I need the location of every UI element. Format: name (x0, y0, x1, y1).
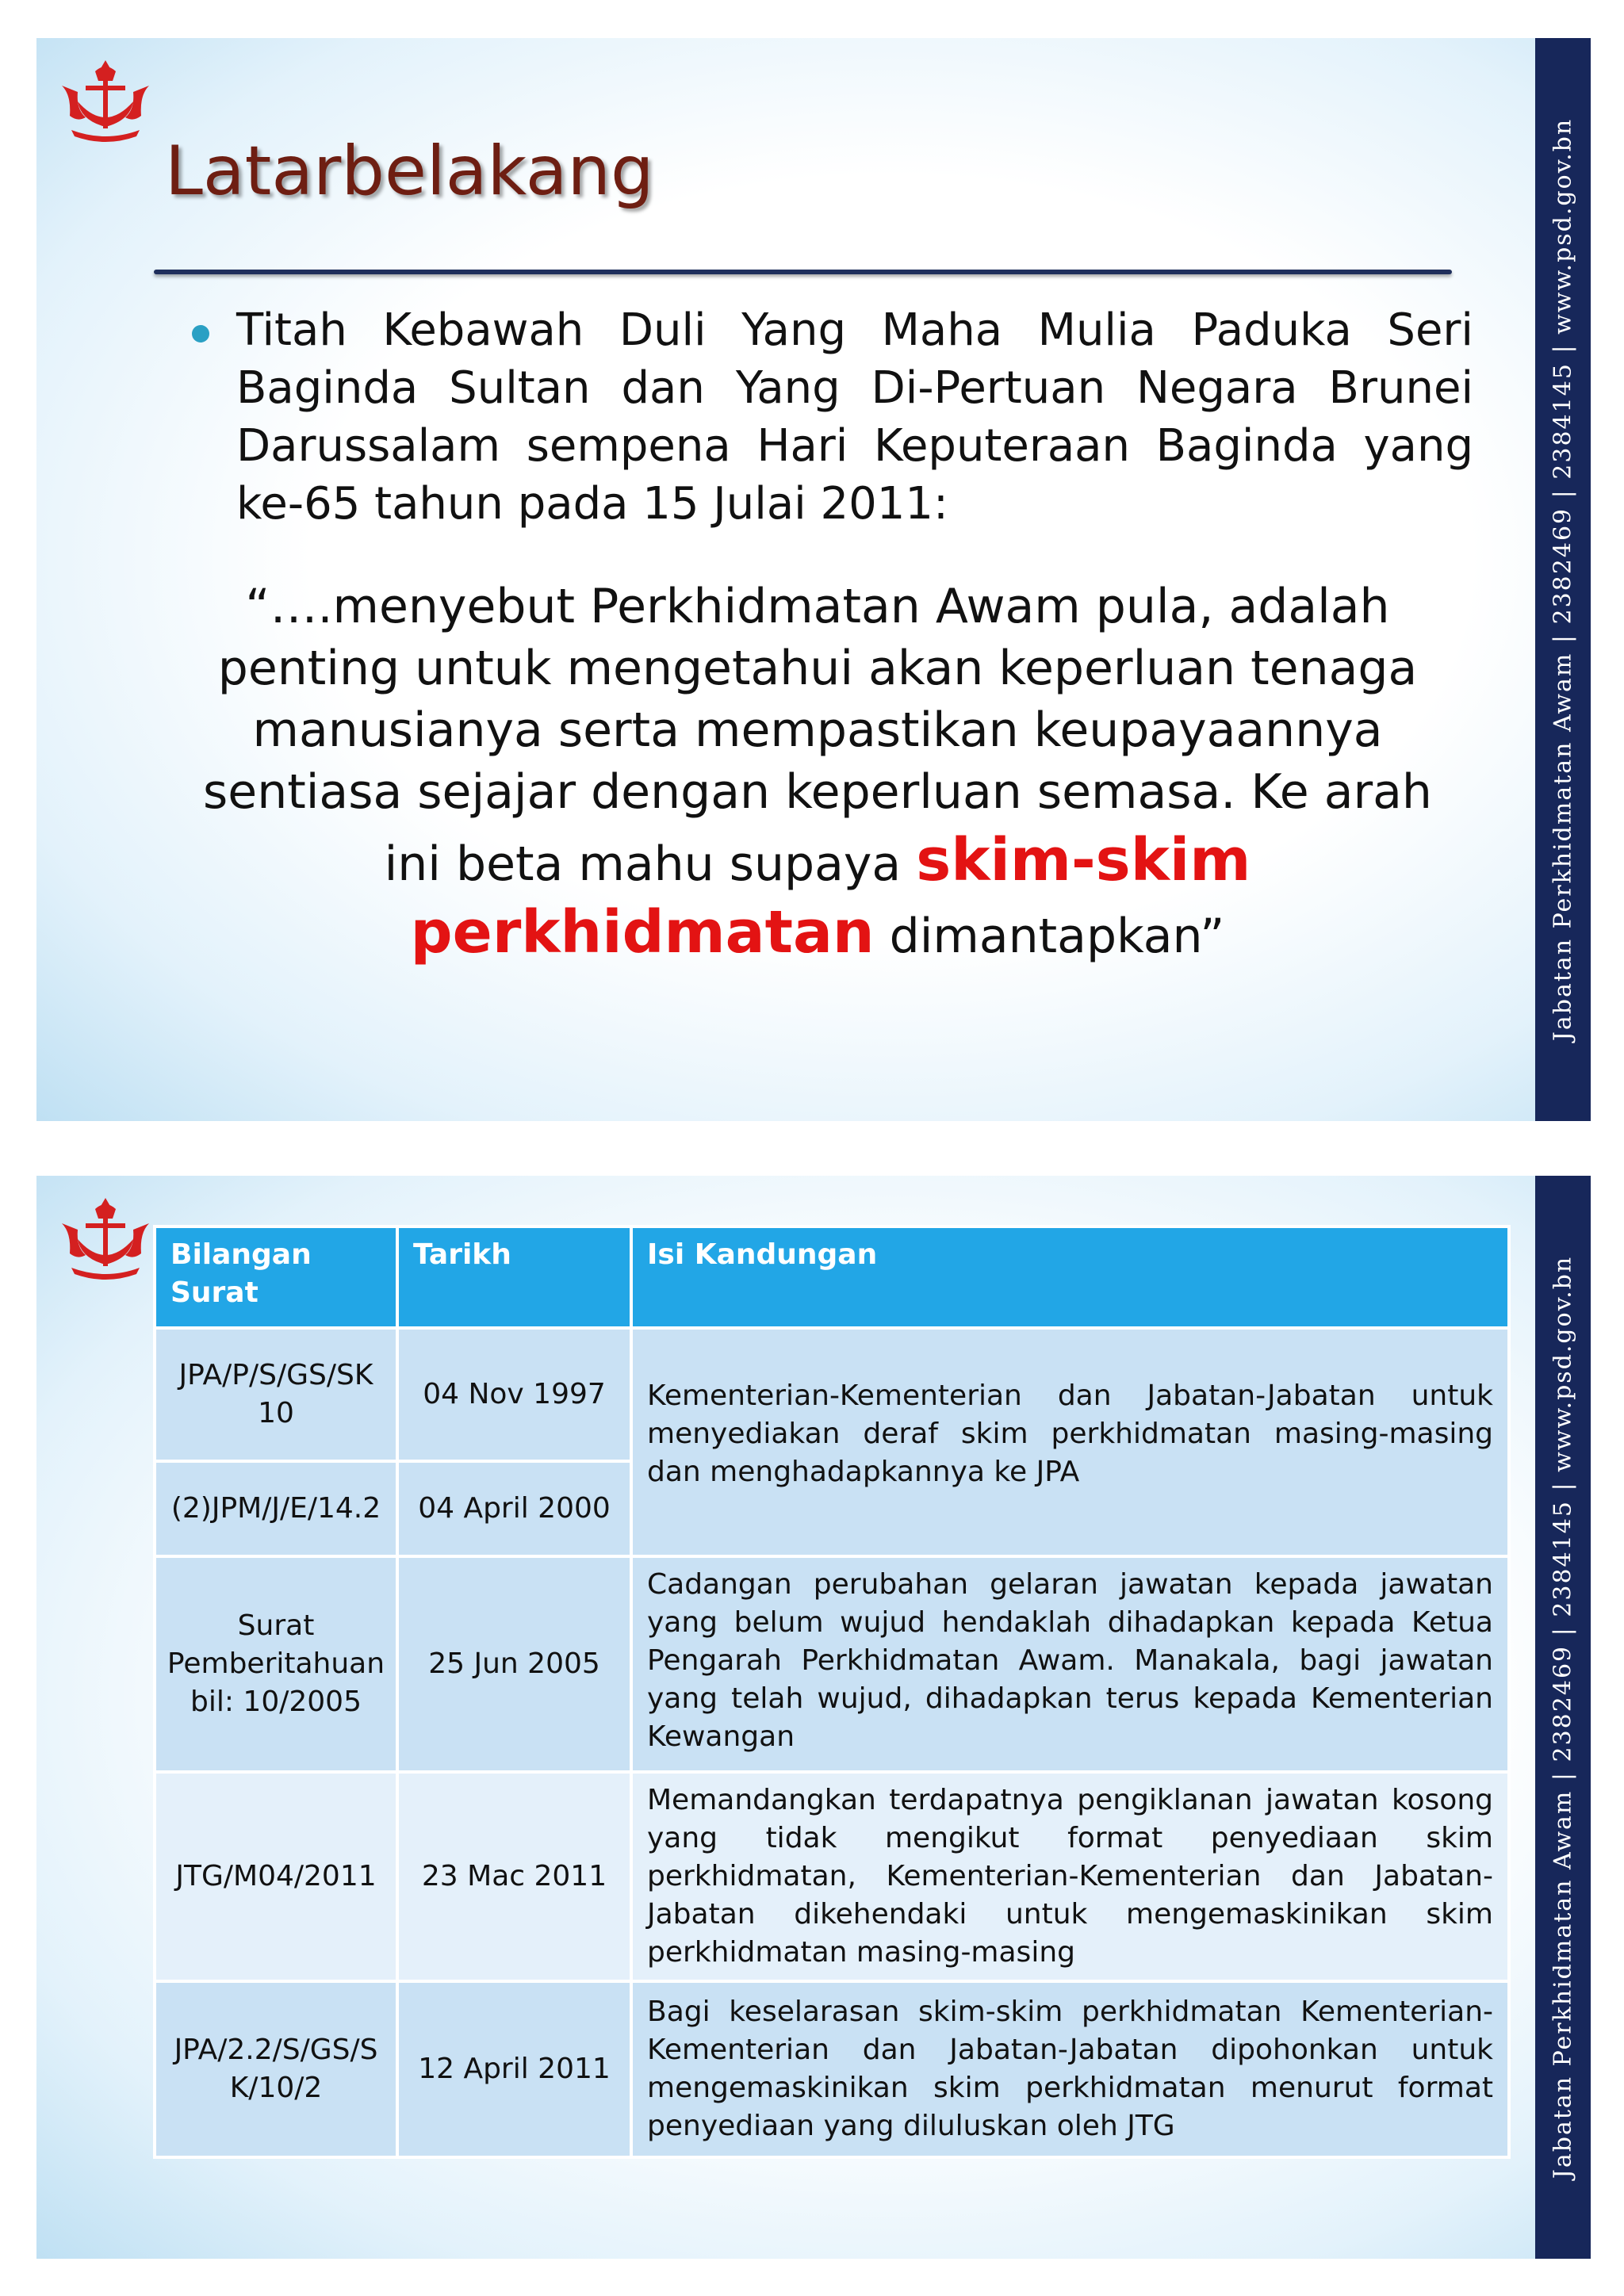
header-isi-kandungan: Isi Kandungan (631, 1226, 1509, 1328)
quote-text: ini beta mahu supaya (384, 836, 917, 892)
cell-isi: Kementerian-Kementerian dan Jabatan-Jabatan untuk menyediakan deraf skim perkhidmatan masing-masing dan menghadapkannya ke JPA (631, 1328, 1509, 1556)
table-row (155, 1981, 1509, 2157)
side-strip-text: Jabatan Perkhidmatan Awam | 2382469 | 2384145 | www.psd.gov.bn (1549, 117, 1577, 1042)
slide-latarbelakang (36, 38, 1591, 1121)
quote-line (155, 826, 1480, 895)
quote-highlight: skim-skim (916, 826, 1251, 894)
surat-table (153, 1225, 1511, 2159)
side-strip (1535, 38, 1591, 1121)
cell-tarikh: 04 Nov 1997 (397, 1328, 631, 1461)
brunei-crest-icon (54, 54, 157, 149)
cell-surat: Surat Pemberitahuan bil: 10/2005 (155, 1556, 397, 1772)
cell-tarikh: 25 Jun 2005 (397, 1556, 631, 1772)
cell-isi: Bagi keselarasan skim-skim perkhidmatan Kementerian-Kementerian dan Jabatan-Jabatan dipohonkan untuk mengemaskinikan skim perkhidmatan menurut format penyediaan yang diluluskan oleh JTG (631, 1981, 1509, 2157)
slide-surat-table (36, 1176, 1591, 2259)
table-row (155, 1556, 1509, 1772)
cell-tarikh: 12 April 2011 (397, 1981, 631, 2157)
title-divider (154, 270, 1452, 274)
quote-text: dimantapkan” (874, 909, 1225, 964)
cell-tarikh: 04 April 2000 (397, 1461, 631, 1556)
header-bilangan-surat: Bilangan Surat (155, 1226, 397, 1328)
bullet-text: Titah Kebawah Duli Yang Maha Mulia Paduka Seri Baginda Sultan dan Yang Di-Pertuan Negara Brunei Darussalam sempena Hari Keputeraan Baginda yang ke-65 tahun pada 15 Julai 2011: (236, 304, 1473, 530)
quote-line: penting untuk mengetahui akan keperluan tenaga (217, 641, 1418, 696)
brunei-crest-icon (54, 1192, 157, 1287)
table-row (155, 1328, 1509, 1461)
table-row (155, 1772, 1509, 1981)
quote-block (155, 576, 1480, 967)
bullet-icon (192, 325, 209, 342)
quote-line: “….menyebut Perkhidmatan Awam pula, adalah (245, 579, 1390, 634)
quote-line (155, 898, 1480, 967)
quote-line: manusianya serta mempastikan keupayaannya (252, 702, 1383, 758)
quote-line: sentiasa sejajar dengan keperluan semasa. Ke arah (203, 764, 1432, 820)
header-tarikh: Tarikh (397, 1226, 631, 1328)
slide-title: Latarbelakang (165, 132, 654, 211)
quote-highlight: perkhidmatan (410, 898, 875, 966)
side-strip-text: Jabatan Perkhidmatan Awam | 2382469 | 2384145 | www.psd.gov.bn (1549, 1255, 1577, 2179)
cell-surat: JTG/M04/2011 (155, 1772, 397, 1981)
cell-tarikh: 23 Mac 2011 (397, 1772, 631, 1981)
cell-surat: (2)JPM/J/E/14.2 (155, 1461, 397, 1556)
cell-isi: Cadangan perubahan gelaran jawatan kepada jawatan yang belum wujud hendaklah dihadapkan kepada Ketua Pengarah Perkhidmatan Awam. Manakala, bagi jawatan yang telah wujud, dihadapkan terus kepada Kementerian Kewangan (631, 1556, 1509, 1772)
cell-isi: Memandangkan terdapatnya pengiklanan jawatan kosong yang tidak mengikut format penyediaan skim perkhidmatan, Kementerian-Kementerian dan Jabatan-Jabatan dikehendaki untuk mengemaskinikan skim perkhidmatan masing-masing (631, 1772, 1509, 1981)
cell-surat: JPA/2.2/S/GS/SK/10/2 (155, 1981, 397, 2157)
side-strip (1535, 1176, 1591, 2259)
cell-surat: JPA/P/S/GS/SK 10 (155, 1328, 397, 1461)
table-header-row (155, 1226, 1509, 1328)
